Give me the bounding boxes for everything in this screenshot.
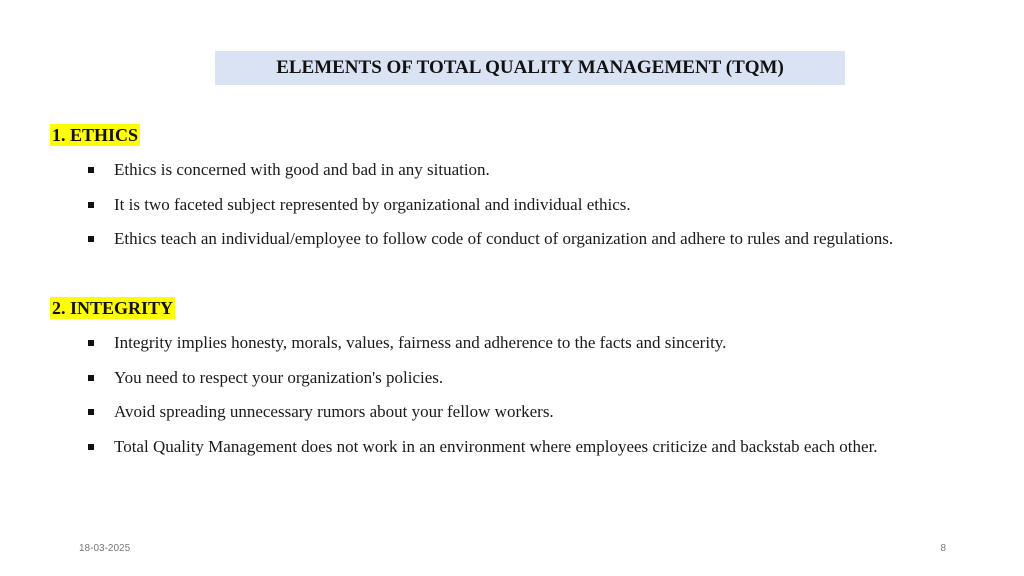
- list-item: [88, 188, 893, 223]
- square-bullet-icon: [88, 409, 94, 415]
- list-item: [88, 326, 878, 361]
- list-item: [88, 222, 893, 257]
- bullet-text: Avoid spreading unnecessary rumors about your fellow workers.: [114, 402, 554, 422]
- section-heading-ethics: 1. ETHICS: [52, 125, 139, 145]
- square-bullet-icon: [88, 236, 94, 242]
- bullet-text: Integrity implies honesty, morals, values, fairness and adherence to the facts and sincerity.: [114, 333, 727, 353]
- slide-title-box: [215, 51, 845, 85]
- square-bullet-icon: [88, 167, 94, 173]
- integrity-bullet-list: [88, 326, 878, 464]
- footer-date: 18-03-2025: [79, 543, 131, 554]
- ethics-bullet-list: [88, 153, 893, 257]
- bullet-text: It is two faceted subject represented by organizational and individual ethics.: [114, 194, 631, 214]
- bullet-text: You need to respect your organization's policies.: [114, 367, 444, 387]
- list-item: [88, 430, 878, 465]
- bullet-text: Total Quality Management does not work in an environment where employees criticize and backstab each other.: [114, 437, 878, 457]
- square-bullet-icon: [88, 444, 94, 450]
- square-bullet-icon: [88, 375, 94, 381]
- square-bullet-icon: [88, 340, 94, 346]
- footer-page-number: 8: [940, 543, 946, 554]
- section-heading-integrity: 2. INTEGRITY: [52, 298, 174, 318]
- square-bullet-icon: [88, 202, 94, 208]
- bullet-text: Ethics teach an individual/employee to follow code of conduct of organization and adhere to rules and regulations.: [114, 229, 894, 249]
- bullet-text: Ethics is concerned with good and bad in any situation.: [114, 160, 490, 180]
- list-item: [88, 361, 878, 396]
- list-item: [88, 395, 878, 430]
- slide-title: ELEMENTS OF TOTAL QUALITY MANAGEMENT (TQM): [276, 57, 784, 78]
- list-item: [88, 153, 893, 188]
